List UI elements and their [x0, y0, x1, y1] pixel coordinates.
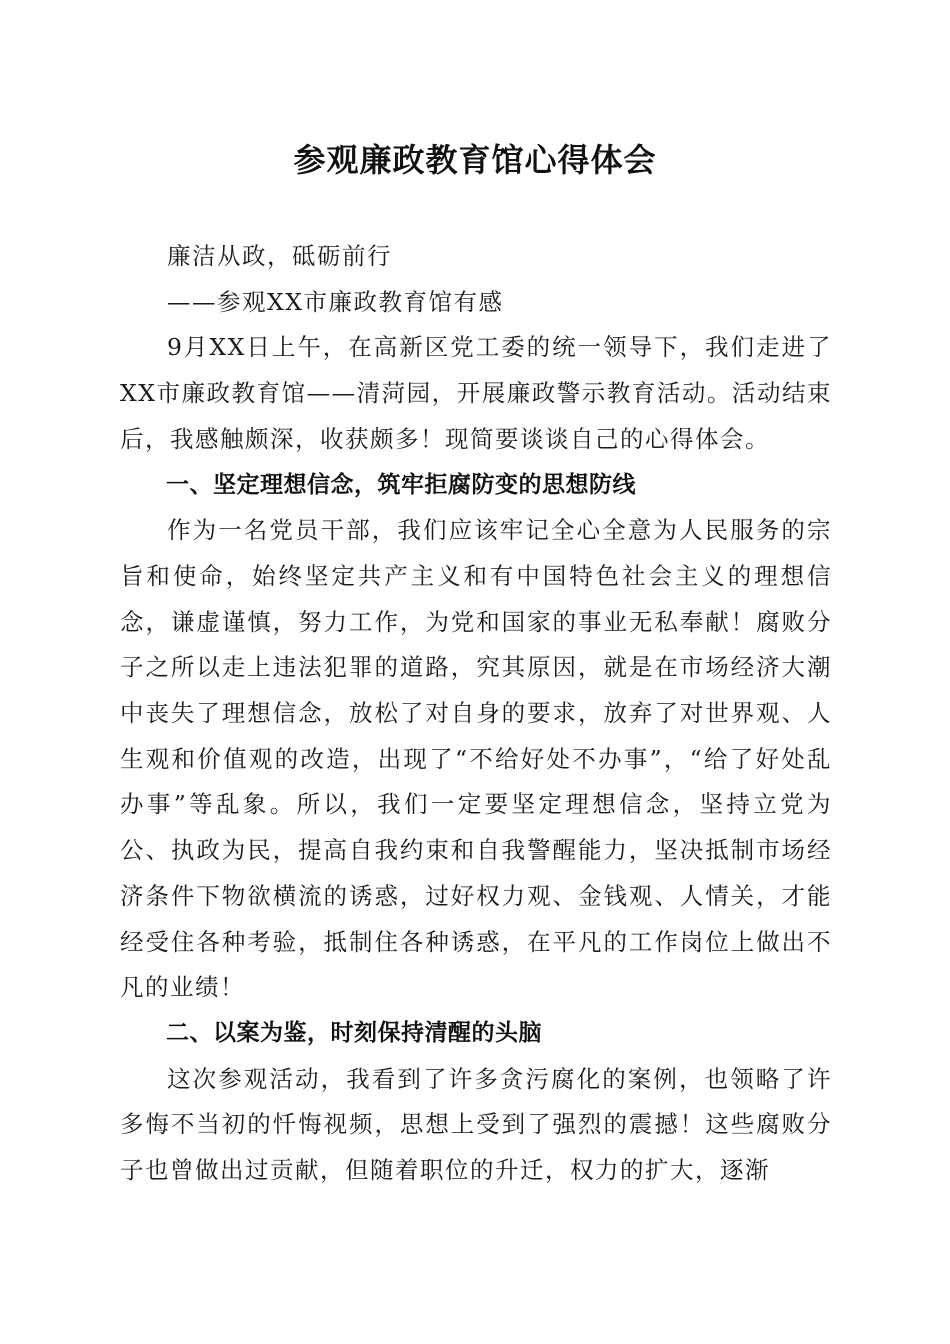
intro-paragraph: 9月XX日上午，在高新区党工委的统一领导下，我们走进了XX市廉政教育馆——清菏园，开展廉政警示教育活动。活动结束后，我感触颇深，收获颇多！现简要谈谈自己的心得体会。 — [120, 333, 832, 453]
section-1-paragraph: 作为一名党员干部，我们应该牢记全心全意为人民服务的宗旨和使命，始终坚定共产主义和有中国特色社会主义的理想信念，谦虚谨慎，努力工作，为党和国家的事业无私奉献！腐败分子之所以走上违法犯罪的道路，究其原因，就是在市场经济大潮中丧失了理想信念，放松了对自身的要求，放弃了对世界观、人生观和价值观的改造，出现了“不给好处不办事”，“给了好处乱办事”等乱象。所以，我们一定要坚定理想信念，坚持立党为公、执政为民，提高自我约束和自我警醒能力，坚决抵制市场经济条件下物欲横流的诱惑，过好权力观、金钱观、人情关，才能经受住各种考验，抵制住各种诱惑，在平凡的工作岗位上做出不凡的业绩！ — [120, 516, 832, 1002]
section-2-heading: 二、以案为鉴，时刻保持清醒的头脑 — [166, 1019, 542, 1046]
section-2-paragraph: 这次参观活动，我看到了许多贪污腐化的案例，也领略了许多悔不当初的忏悔视频，思想上受到了强烈的震撼！这些腐败分子也曾做出过贡献，但随着职位的升迁，权力的扩大，逐渐 — [120, 1064, 832, 1185]
section-1-heading: 一、坚定理想信念，筑牢拒腐防变的思想防线 — [166, 471, 636, 498]
subtitle-line-2: ——参观XX市廉政教育馆有感 — [167, 287, 504, 316]
subtitle-line-1: 廉洁从政，砥砺前行 — [167, 242, 392, 270]
document-title: 参观廉政教育馆心得体会 — [293, 141, 657, 179]
document-body — [120, 234, 832, 1194]
